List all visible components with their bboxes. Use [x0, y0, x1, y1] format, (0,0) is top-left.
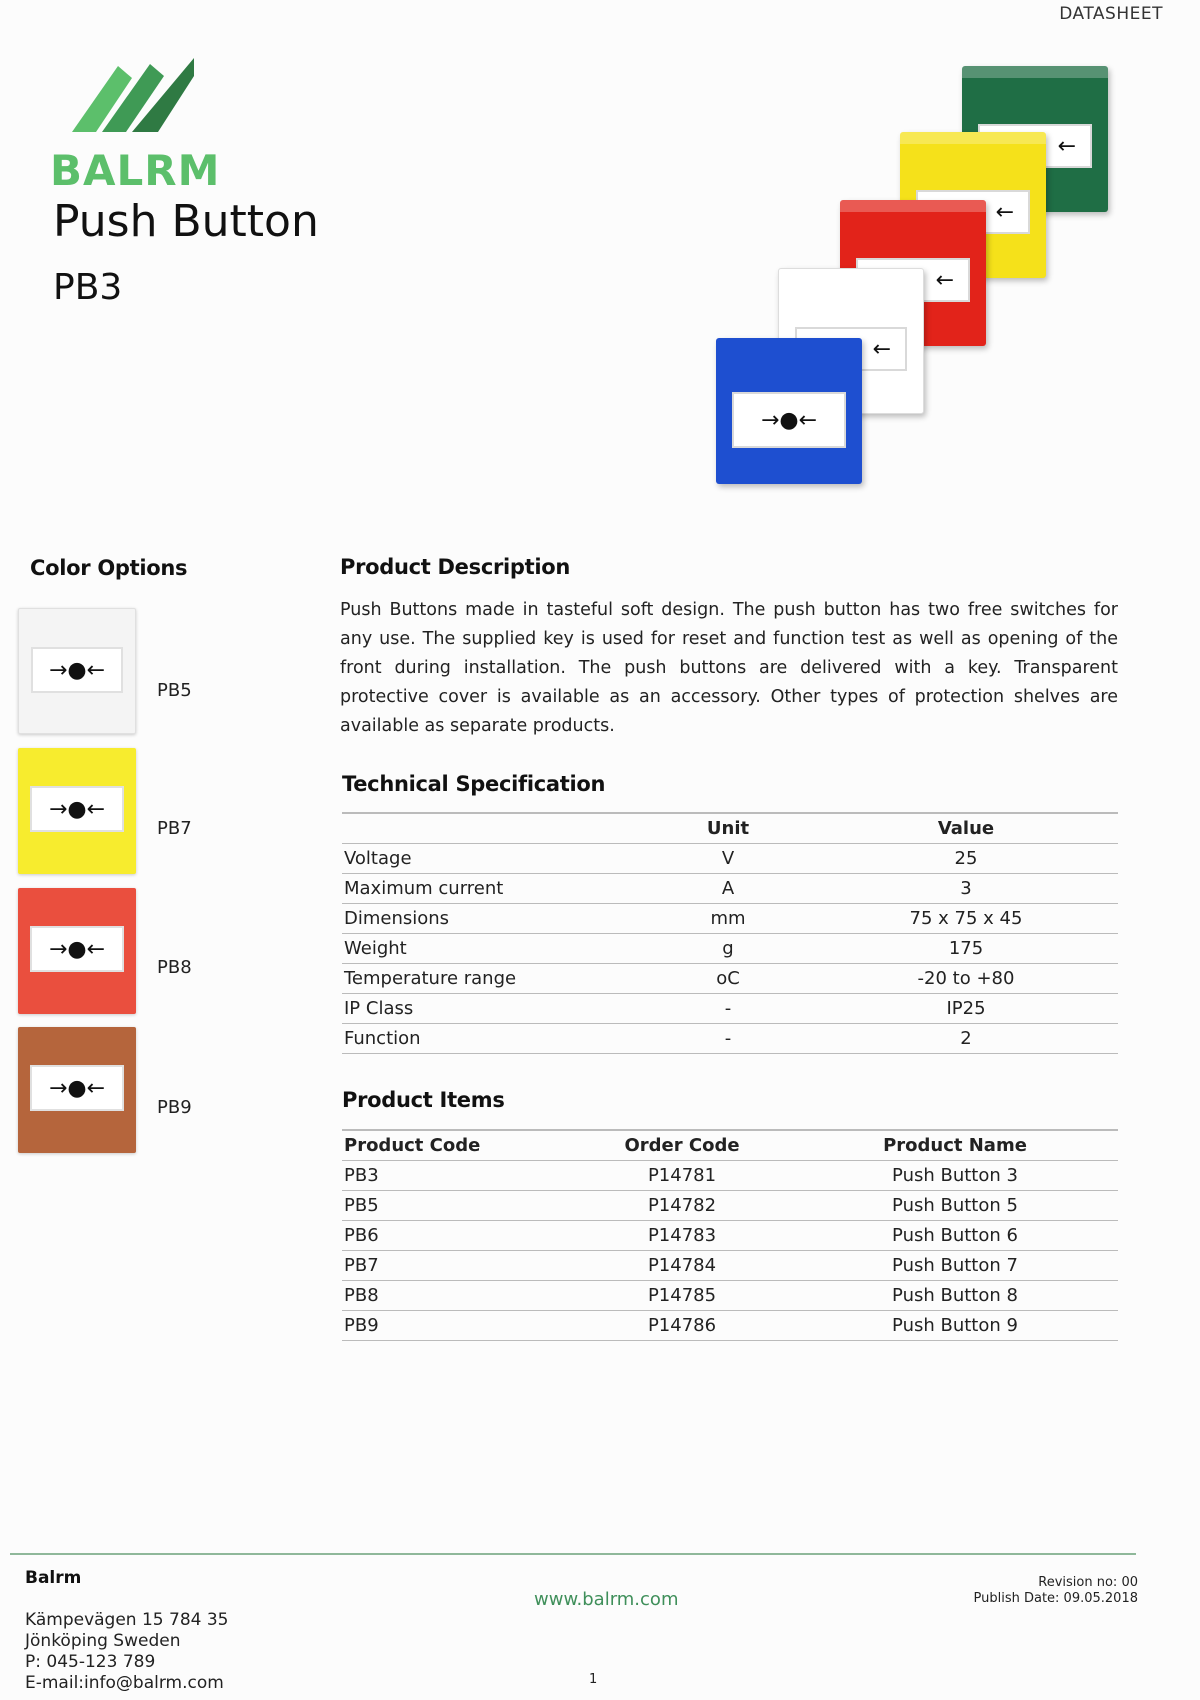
product-items-heading: Product Items: [342, 1088, 505, 1112]
spec-value: IP25: [814, 993, 1118, 1023]
column-header: [342, 813, 642, 843]
spec-name: Weight: [342, 933, 642, 963]
order-code-cell: P14785: [572, 1280, 792, 1310]
website-link[interactable]: www.balrm.com: [534, 1589, 679, 1610]
spec-unit: -: [642, 993, 814, 1023]
button-glyph-icon: →●←: [30, 786, 124, 832]
table-row: [342, 933, 1118, 963]
column-header: Order Code: [572, 1130, 792, 1160]
color-options-heading: Color Options: [30, 556, 188, 580]
button-glyph-icon: →●←: [30, 926, 124, 972]
product-code-cell: PB7: [342, 1250, 572, 1280]
table-row: [342, 1310, 1118, 1340]
tech-spec-table: [342, 812, 1118, 1054]
hero-product-image: [710, 60, 1130, 510]
product-name-cell: Push Button 9: [792, 1310, 1118, 1340]
table-row: [342, 1220, 1118, 1250]
spec-name: Voltage: [342, 843, 642, 873]
arrow-icon: ←: [978, 124, 1092, 168]
logo-stripes-icon: [72, 58, 194, 132]
table-row: [342, 963, 1118, 993]
product-code-cell: PB3: [342, 1160, 572, 1190]
swatch-pb9: [18, 1027, 136, 1153]
spec-value: 75 x 75 x 45: [814, 903, 1118, 933]
spec-unit: V: [642, 843, 814, 873]
product-name-cell: Push Button 3: [792, 1160, 1118, 1190]
spec-unit: g: [642, 933, 814, 963]
table-row: [342, 1250, 1118, 1280]
spec-value: 25: [814, 843, 1118, 873]
arrow-icon: ←: [916, 190, 1030, 234]
product-name-cell: Push Button 5: [792, 1190, 1118, 1220]
table-row: [342, 1280, 1118, 1310]
product-name-cell: Push Button 7: [792, 1250, 1118, 1280]
spec-name: Temperature range: [342, 963, 642, 993]
swatch-label: PB5: [157, 680, 192, 701]
order-code-cell: P14784: [572, 1250, 792, 1280]
doc-type-label: DATASHEET: [1059, 4, 1163, 24]
product-code-cell: PB9: [342, 1310, 572, 1340]
swatch-pb7: [18, 748, 136, 874]
brand-name: BALRM: [50, 146, 221, 195]
button-glyph-icon: →●←: [31, 647, 123, 693]
product-code-cell: PB8: [342, 1280, 572, 1310]
table-row: [342, 1160, 1118, 1190]
button-glyph-icon: →●←: [732, 392, 846, 448]
page-number: 1: [589, 1672, 598, 1687]
table-row: [342, 1190, 1118, 1220]
spec-unit: mm: [642, 903, 814, 933]
product-name-cell: Push Button 6: [792, 1220, 1118, 1250]
spec-unit: A: [642, 873, 814, 903]
product-code: PB3: [53, 267, 123, 308]
spec-value: 3: [814, 873, 1118, 903]
spec-value: 175: [814, 933, 1118, 963]
swatch-pb5: [18, 608, 136, 734]
footer-company: Balrm: [25, 1568, 82, 1588]
button-glyph-icon: →●←: [30, 1065, 124, 1111]
product-code-cell: PB5: [342, 1190, 572, 1220]
column-header: Value: [814, 813, 1118, 843]
product-title: Push Button: [53, 196, 319, 247]
footer-divider: [10, 1553, 1136, 1555]
table-header-row: [342, 1130, 1118, 1160]
address-line: Kämpevägen 15 784 35: [25, 1610, 229, 1630]
spec-name: Maximum current: [342, 873, 642, 903]
column-header: Product Name: [792, 1130, 1118, 1160]
phone-line: P: 045-123 789: [25, 1652, 156, 1672]
hero-box-blue: [716, 338, 862, 484]
column-header: Product Code: [342, 1130, 572, 1160]
arrow-icon: ←: [795, 327, 907, 371]
table-row: [342, 873, 1118, 903]
product-items-table: [342, 1129, 1118, 1341]
swatch-label: PB7: [157, 818, 192, 839]
footer-address: [25, 1610, 229, 1694]
swatch-pb8: [18, 888, 136, 1014]
revision-info: [974, 1575, 1139, 1607]
publish-date: Publish Date: 09.05.2018: [973, 1591, 1138, 1606]
order-code-cell: P14786: [572, 1310, 792, 1340]
description-text: Push Buttons made in tasteful soft design. The push button has two free switches for any use. The supplied key is used for reset and function test as well as opening of the front during installation. The push buttons are delivered with a key. Transparent protective cover is available as an accessory. Other types of protection shelves are available as separate products.: [340, 600, 1118, 736]
email-line: E-mail:info@balrm.com: [25, 1673, 224, 1693]
spec-value: -20 to +80: [814, 963, 1118, 993]
column-header: Unit: [642, 813, 814, 843]
spec-name: IP Class: [342, 993, 642, 1023]
table-row: [342, 903, 1118, 933]
spec-name: Function: [342, 1023, 642, 1053]
table-row: [342, 1023, 1118, 1053]
product-code-cell: PB6: [342, 1220, 572, 1250]
tech-spec-heading: Technical Specification: [342, 772, 606, 796]
table-row: [342, 993, 1118, 1023]
order-code-cell: P14782: [572, 1190, 792, 1220]
table-row: [342, 843, 1118, 873]
order-code-cell: P14783: [572, 1220, 792, 1250]
swatch-label: PB8: [157, 957, 192, 978]
description-heading: Product Description: [340, 555, 571, 579]
table-header-row: [342, 813, 1118, 843]
product-name-cell: Push Button 8: [792, 1280, 1118, 1310]
spec-value: 2: [814, 1023, 1118, 1053]
swatch-label: PB9: [157, 1097, 192, 1118]
order-code-cell: P14781: [572, 1160, 792, 1190]
spec-name: Dimensions: [342, 903, 642, 933]
spec-unit: oC: [642, 963, 814, 993]
arrow-icon: ←: [856, 258, 970, 302]
revision-number: Revision no: 00: [1038, 1575, 1138, 1590]
spec-unit: -: [642, 1023, 814, 1053]
address-line: Jönköping Sweden: [25, 1631, 181, 1651]
